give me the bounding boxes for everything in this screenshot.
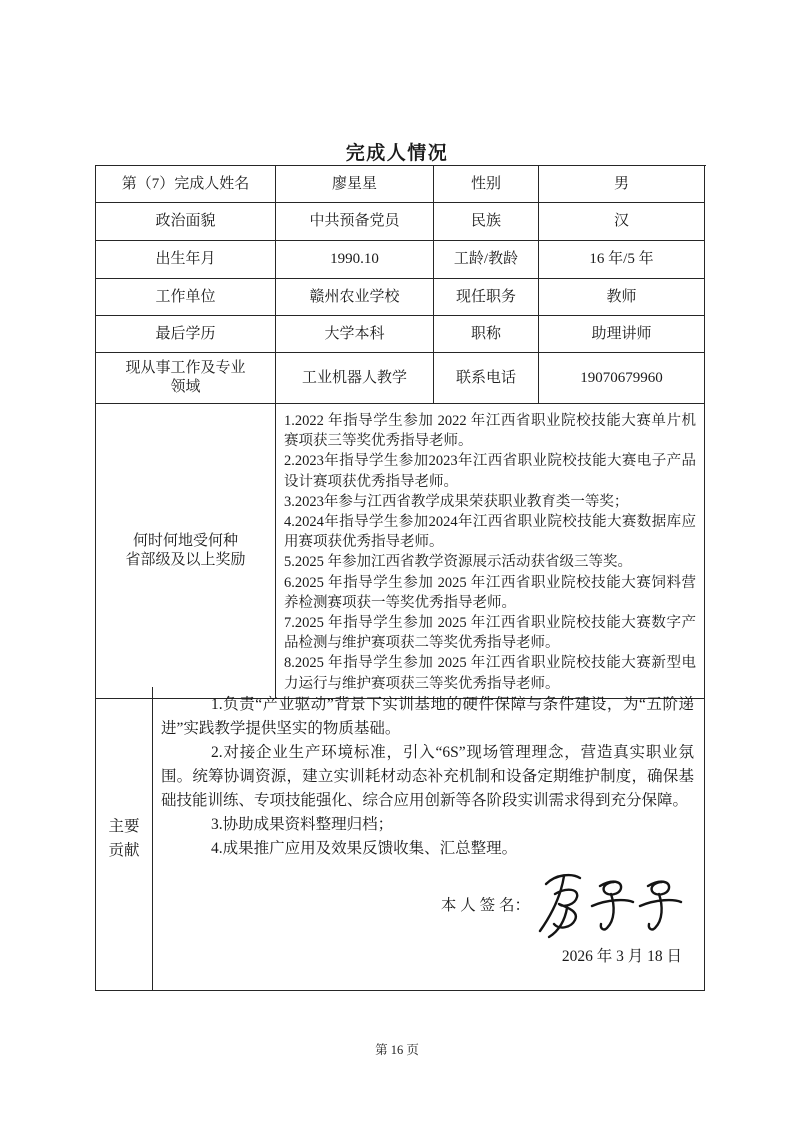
page-number: 第 16 页 [375, 1043, 419, 1057]
award-item-2: 2.2023年指导学生参加2023年江西省职业院校技能大赛电子产品设计赛项获优秀指导老师。 [284, 453, 696, 490]
contribution-paragraph-2: 2.对接企业生产环境标准，引入“6S”现场管理理念，营造真实职业氛围。统筹协调资源，建立实训耗材动态补充机制和设备定期维护制度，确保基础技能训练、专项技能强化、综合应用创新等各阶段实训需求得到充分保障。 [161, 744, 694, 809]
field-label-work-years: 工龄/教龄 [434, 241, 539, 279]
award-item-7: 7.2025 年指导学生参加 2025 年江西省职业院校技能大赛数字产品检测与维护赛项获二等奖优秀指导老师。 [284, 615, 696, 652]
table-row [96, 166, 706, 203]
table-row [96, 241, 706, 279]
award-item-1: 1.2022 年指导学生参加 2022 年江西省职业院校技能大赛单片机赛项获三等奖优秀指导老师。 [284, 413, 696, 450]
contribution-paragraph-1: 1.负责“产业驱动”背景下实训基地的硬件保障与条件建设，为“五阶递进”实践教学提供坚实的物质基础。 [161, 696, 694, 737]
field-value-phone: 19070679960 [539, 353, 705, 404]
field-value-profession-area: 工业机器人教学 [276, 353, 434, 404]
field-label-phone: 联系电话 [434, 353, 539, 404]
field-value-ethnicity: 汉 [539, 203, 705, 241]
field-label-work-unit: 工作单位 [96, 279, 276, 316]
field-value-completer-name: 廖星星 [276, 166, 434, 203]
contributions-label-line1: 主要 [108, 817, 140, 835]
signature-date: 2026 年 3 月 18 日 [561, 948, 682, 965]
contribution-paragraph-3: 3.协助成果资料整理归档； [211, 816, 394, 833]
field-label-profession-area [96, 353, 276, 404]
contributions-label-line2: 贡献 [108, 841, 140, 859]
field-label-political-status: 政治面貌 [96, 203, 276, 241]
awards-label [96, 404, 276, 699]
completer-info-table [95, 165, 706, 991]
field-label-title: 职称 [434, 316, 539, 353]
field-value-work-years: 16 年/5 年 [539, 241, 705, 279]
field-value-work-unit: 赣州农业学校 [276, 279, 434, 316]
field-value-gender: 男 [539, 166, 705, 203]
awards-section [96, 404, 706, 692]
contributions-section [96, 687, 706, 991]
table-row [96, 353, 706, 404]
award-item-3: 3.2023年参与江西省教学成果荣获职业教育类一等奖； [284, 493, 629, 510]
page-title: 完成人情况 [345, 143, 449, 164]
table-row [96, 279, 706, 316]
award-item-5: 5.2025 年参加江西省教学资源展示活动获省级三等奖。 [284, 554, 632, 571]
field-value-political-status: 中共预备党员 [276, 203, 434, 241]
awards-label-line2: 省部级及以上奖励 [125, 551, 246, 568]
award-item-4: 4.2024年指导学生参加2024年江西省职业院校技能大赛数据库应用赛项获优秀指导老师。 [284, 514, 696, 551]
field-value-title: 助理讲师 [539, 316, 705, 353]
contribution-paragraph-4: 4.成果推广应用及效果反馈收集、汇总整理。 [211, 840, 518, 857]
awards-label-line1: 何时何地受何种 [132, 533, 238, 550]
awards-content [276, 404, 705, 699]
award-item-6: 6.2025 年指导学生参加 2025 年江西省职业院校技能大赛饲料营养检测赛项获一等奖优秀指导老师。 [284, 574, 696, 611]
field-label-current-position: 现任职务 [434, 279, 539, 316]
table-row [96, 316, 706, 353]
field-label-profession-area-text: 现从事工作及专业领域 [125, 360, 246, 395]
contributions-label [96, 687, 153, 991]
field-label-gender: 性别 [434, 166, 539, 203]
handwritten-signature [536, 869, 692, 943]
field-value-education: 大学本科 [276, 316, 434, 353]
field-label-ethnicity: 民族 [434, 203, 539, 241]
signature-label: 本 人 签 名： [440, 897, 530, 914]
contributions-content [153, 687, 705, 991]
field-value-birth-date: 1990.10 [276, 241, 434, 279]
table-row [96, 203, 706, 241]
award-item-8: 8.2025 年指导学生参加 2025 年江西省职业院校技能大赛新型电力运行与维护赛项获三等奖优秀指导老师。 [284, 655, 696, 692]
field-label-birth-date: 出生年月 [96, 241, 276, 279]
field-value-current-position: 教师 [539, 279, 705, 316]
field-label-completer-name: 第（7）完成人姓名 [96, 166, 276, 203]
signature-line [161, 869, 694, 943]
field-label-education: 最后学历 [96, 316, 276, 353]
